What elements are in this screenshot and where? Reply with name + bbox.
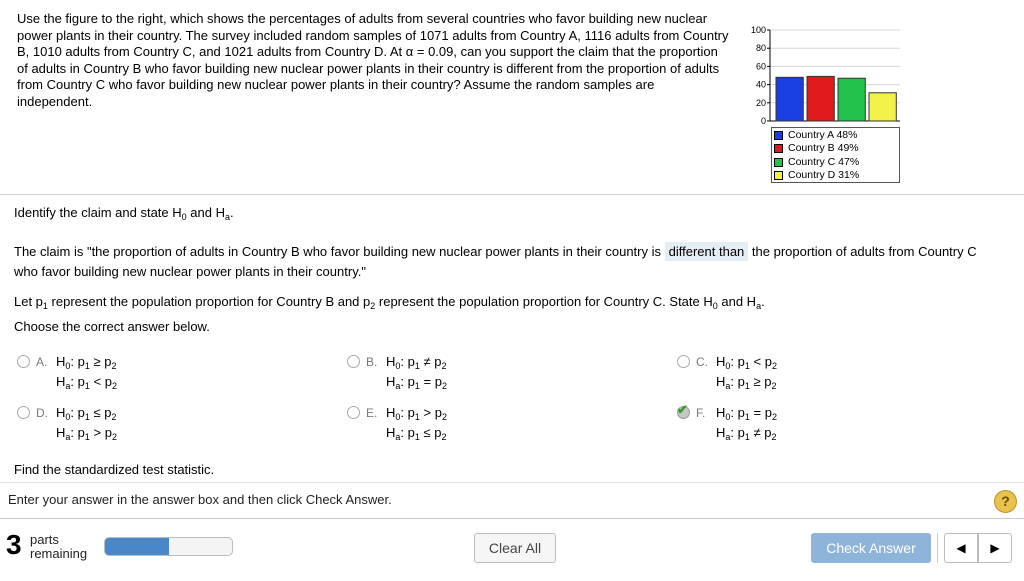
let-p-statement — [14, 292, 765, 312]
null-hypothesis: $H_0$: $p_1 \ne p_2$ — [386, 354, 447, 371]
y-tick-label: 100 — [750, 25, 766, 35]
y-tick-label: 80 — [755, 43, 766, 54]
legend-entry — [774, 156, 899, 169]
option-b[interactable] — [347, 352, 447, 392]
nav-separator — [937, 533, 938, 563]
option-hypotheses — [386, 403, 447, 443]
option-d[interactable] — [17, 403, 117, 443]
bar-chart — [740, 20, 915, 130]
identify-h0-sub: 0 — [181, 212, 187, 222]
alternative-hypothesis: $H_a$: $p_1 \ne p_2$ — [716, 425, 777, 442]
null-hypothesis: $H_0$: $p_1 = p_2$ — [716, 405, 777, 422]
identify-ha-sub: a — [224, 212, 230, 222]
y-tick-label: 40 — [755, 79, 766, 90]
legend-swatch — [774, 131, 783, 140]
option-letter: B. — [366, 355, 378, 369]
null-hypothesis: $H_0$: $p_1 \le p_2$ — [56, 405, 117, 422]
instruction-divider — [0, 482, 1024, 483]
parts-progress-bar — [104, 537, 233, 556]
null-hypothesis: $H_0$: $p_1 < p_2$ — [716, 354, 777, 371]
checkmark-icon: ✔ — [677, 402, 688, 417]
check-answer-button[interactable]: Check Answer — [811, 533, 931, 563]
letp-s4: a — [756, 301, 762, 311]
option-hypotheses — [716, 352, 777, 392]
letp-t3: represent the population proportion for Country C. State H — [375, 294, 713, 309]
parts-remaining-count: 3 — [6, 529, 22, 560]
instruction-text: Enter your answer in the answer box and then click Check Answer. — [8, 492, 392, 507]
letp-t2: represent the population proportion for Country B and p — [47, 294, 371, 309]
identify-and: and H — [186, 205, 225, 220]
identify-suffix: . — [230, 205, 234, 220]
bar-country-d — [869, 93, 896, 121]
null-hypothesis: $H_0$: $p_1 \ge p_2$ — [56, 354, 117, 371]
radio-button[interactable] — [677, 402, 690, 419]
claim-statement — [14, 242, 1004, 282]
y-tick-label: 60 — [755, 61, 766, 72]
radio-button[interactable] — [17, 355, 30, 368]
legend-swatch — [774, 158, 783, 167]
letp-s2: 2 — [370, 301, 376, 311]
legend-label: Country B 49% — [788, 142, 859, 155]
legend-swatch — [774, 144, 783, 153]
option-a[interactable] — [17, 352, 117, 392]
alternative-hypothesis: $H_a$: $p_1 = p_2$ — [386, 374, 447, 391]
alternative-hypothesis: $H_a$: $p_1 > p_2$ — [56, 425, 117, 442]
previous-question-button[interactable]: ◀ — [944, 533, 978, 563]
identify-prompt — [14, 203, 234, 223]
option-f[interactable] — [677, 403, 777, 443]
claim-before: The claim is "the proportion of adults in Country B who favor building new nuclear power plants in their country is — [14, 244, 661, 259]
radio-button[interactable] — [347, 355, 360, 368]
null-hypothesis: $H_0$: $p_1 > p_2$ — [386, 405, 447, 422]
bar-country-c — [838, 78, 865, 121]
y-tick-label: 20 — [755, 97, 766, 108]
claim-answer-highlight: different than — [665, 242, 749, 261]
parts-progress-fill — [105, 538, 169, 555]
alternative-hypothesis: $H_a$: $p_1 \le p_2$ — [386, 425, 447, 442]
identify-text: Identify the claim and state H — [14, 205, 182, 220]
legend-swatch — [774, 171, 783, 180]
radio-button[interactable] — [677, 355, 690, 368]
bar-country-a — [776, 77, 803, 121]
letp-t4: and H — [717, 294, 757, 309]
help-icon[interactable]: ? — [994, 490, 1017, 513]
option-letter: D. — [36, 406, 48, 420]
legend-label: Country D 31% — [788, 169, 860, 182]
parts-label-line2: remaining — [30, 546, 88, 561]
y-tick-label: 0 — [760, 116, 766, 126]
option-e[interactable] — [347, 403, 447, 443]
legend-entry — [774, 142, 899, 155]
legend-label: Country A 48% — [788, 129, 858, 142]
bar-country-b — [807, 76, 834, 121]
option-hypotheses — [386, 352, 447, 392]
option-letter: E. — [366, 406, 378, 420]
letp-s3: 0 — [712, 301, 718, 311]
next-question-button[interactable]: ▶ — [978, 533, 1012, 563]
chart-legend — [771, 127, 900, 183]
choose-prompt: Choose the correct answer below. — [14, 319, 210, 334]
option-letter: A. — [36, 355, 48, 369]
next-step-text: Find the standardized test statistic. — [14, 462, 215, 474]
parts-remaining-label — [30, 533, 87, 561]
radio-button[interactable] — [347, 406, 360, 419]
legend-entry — [774, 169, 899, 182]
option-letter: F. — [696, 406, 706, 420]
alternative-hypothesis: $H_a$: $p_1 < p_2$ — [56, 374, 117, 391]
legend-entry — [774, 129, 899, 142]
radio-button[interactable] — [17, 406, 30, 419]
parts-label-line1: parts — [30, 532, 59, 547]
letp-t1: Let p — [14, 294, 43, 309]
option-letter: C. — [696, 355, 708, 369]
alternative-hypothesis: $H_a$: $p_1 \ge p_2$ — [716, 374, 777, 391]
letp-t5: . — [761, 294, 765, 309]
option-hypotheses — [716, 403, 777, 443]
legend-label: Country C 47% — [788, 155, 860, 168]
letp-s1: 1 — [42, 301, 48, 311]
claim-after: the proportion of adults from Country C who favor building new nuclear power plants in their country." — [14, 244, 977, 279]
option-c[interactable] — [677, 352, 777, 392]
clear-all-button[interactable]: Clear All — [474, 533, 556, 563]
option-hypotheses — [56, 403, 117, 443]
problem-divider — [0, 194, 1024, 195]
option-hypotheses — [56, 352, 117, 392]
problem-statement: Use the figure to the right, which shows the percentages of adults from several countries who favor building new nuclear power plants in their country. The survey included random samples of 1071 adults from Country A, 1116 adults from Country B, 1010 adults from Country C, and 1021 adults from Country D. At α = 0.09, can you support the claim that the proportion of adults in Country B who favor building new nuclear power plants in their country is different from the proportion of adults from Country C who favor building new nuclear power plants in their country? Assume the random samples are independent. — [17, 11, 729, 109]
